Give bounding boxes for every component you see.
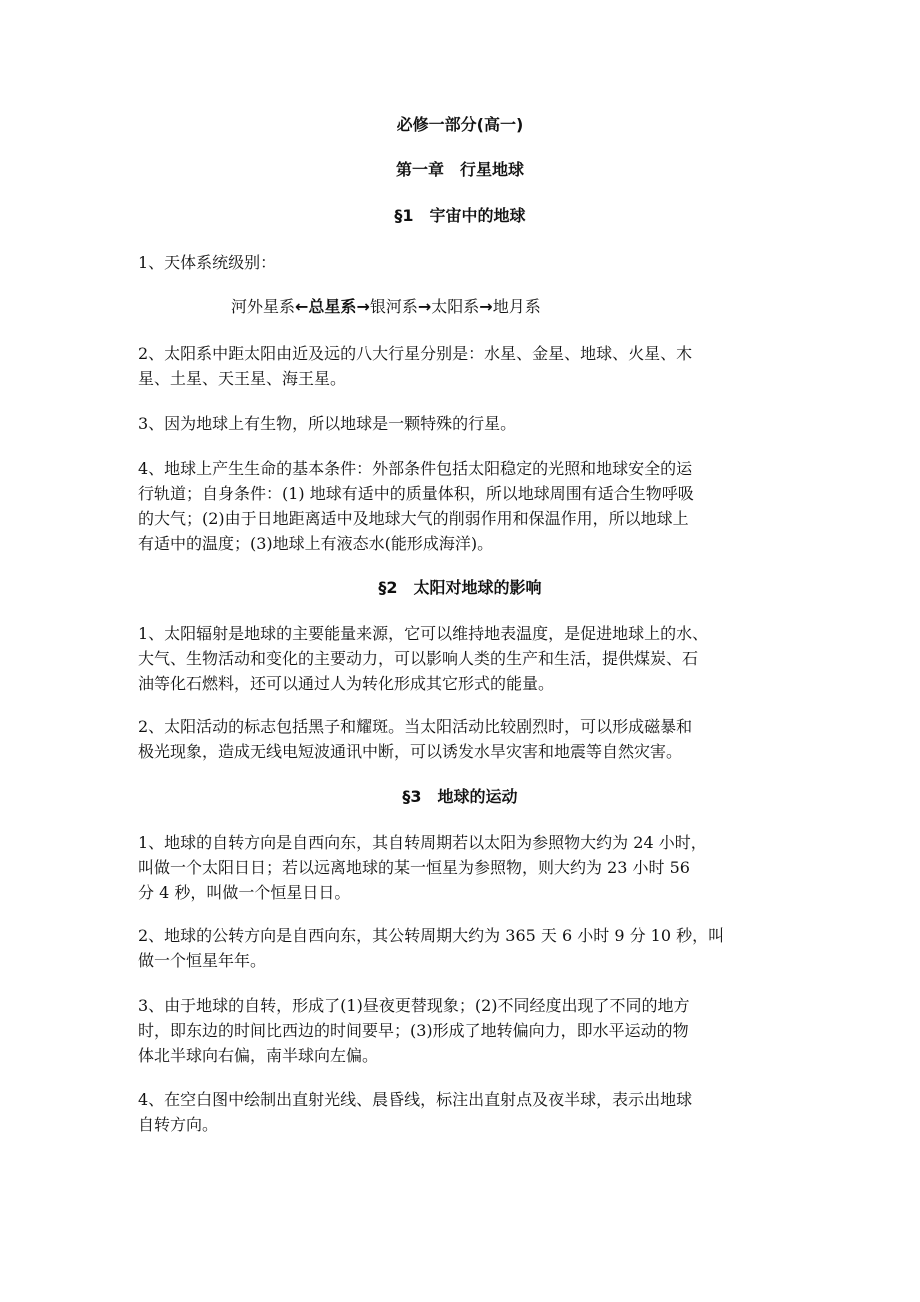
paragraph-line: 1、地球的自转方向是自西向东，其自转周期若以太阳为参照物大约为 24 小时，	[138, 833, 707, 852]
chain-part: 太阳系	[431, 297, 480, 316]
paragraph-line: 3、因为地球上有生物，所以地球是一颗特殊的行星。	[138, 414, 517, 433]
paragraph-line: 行轨道；自身条件：(1) 地球有适中的质量体积，所以地球周围有适合生物呼吸	[138, 484, 694, 503]
paragraph-line: 2、地球的公转方向是自西向东，其公转周期大约为 365 天 6 小时 9 分 10 秒，叫	[138, 926, 725, 945]
paragraph-line: 做一个恒星年年。	[138, 951, 267, 970]
paragraph-line: 叫做一个太阳日日；若以远离地球的某一恒星为参照物，则大约为 23 小时 56	[138, 858, 690, 877]
section1-item2	[138, 341, 786, 391]
section3-item1	[138, 830, 786, 905]
paragraph-line: 有适中的温度；(3)地球上有液态水(能形成海洋)。	[138, 534, 494, 553]
document-title: 必修一部分(高一)	[396, 115, 524, 134]
paragraph-line: 2、太阳系中距太阳由近及远的八大行星分别是：水星、金星、地球、火星、木	[138, 344, 693, 363]
paragraph-line: 自转方向。	[138, 1115, 219, 1134]
paragraph-line: 体北半球向右偏，南半球向左偏。	[138, 1046, 379, 1065]
chain-arrow: →	[479, 297, 493, 316]
section2-item1	[138, 621, 786, 696]
chain-arrow: ←	[295, 297, 309, 316]
section1-item3	[138, 411, 786, 436]
paragraph-line: 4、地球上产生生命的基本条件：外部条件包括太阳稳定的光照和地球安全的运	[138, 459, 693, 478]
paragraph-line: 1、太阳辐射是地球的主要能量来源，它可以维持地表温度，是促进地球上的水、	[138, 624, 709, 643]
section2-item2	[138, 714, 786, 764]
section1-heading: §1 宇宙中的地球	[394, 206, 526, 225]
paragraph-line: 1、天体系统级别：	[138, 253, 277, 272]
section3-item3	[138, 993, 786, 1068]
paragraph-line: 大气、生物活动和变化的主要动力，可以影响人类的生产和生活，提供煤炭、石	[138, 649, 699, 668]
section2-heading: §2 太阳对地球的影响	[378, 578, 542, 597]
paragraph-line: 星、土星、天王星、海王星。	[138, 369, 347, 388]
chain-arrow: →	[417, 297, 432, 316]
paragraph-line: 4、在空白图中绘制出直射光线、晨昏线，标注出直射点及夜半球，表示出地球	[138, 1090, 693, 1109]
section1-item1	[138, 250, 786, 275]
section3-heading: §3 地球的运动	[402, 787, 518, 806]
celestial-system-chain	[231, 296, 541, 318]
chain-part-emphasis: 总星系	[308, 297, 357, 316]
section1-item4	[138, 456, 786, 556]
chain-arrow: →	[356, 297, 370, 316]
paragraph-line: 的大气；(2)由于日地距离适中及地球大气的削弱作用和保温作用，所以地球上	[138, 509, 689, 528]
chain-part: 银河系	[369, 297, 418, 316]
section3-item4	[138, 1087, 786, 1137]
section3-item2	[138, 923, 786, 973]
paragraph-line: 3、由于地球的自转，形成了(1)昼夜更替现象；(2)不同经度出现了不同的地方	[138, 996, 690, 1015]
paragraph-line: 极光现象，造成无线电短波通讯中断，可以诱发水旱灾害和地震等自然灾害。	[138, 742, 683, 761]
chapter-heading: 第一章 行星地球	[395, 160, 524, 179]
paragraph-line: 2、太阳活动的标志包括黑子和耀斑。当太阳活动比较剧烈时，可以形成磁暴和	[138, 717, 693, 736]
chain-part: 河外星系	[231, 297, 296, 316]
paragraph-line: 时，即东边的时间比西边的时间要早；(3)形成了地转偏向力，即水平运动的物	[138, 1021, 689, 1040]
paragraph-line: 分 4 秒，叫做一个恒星日日。	[138, 883, 351, 902]
chain-part: 地月系	[492, 297, 541, 316]
paragraph-line: 油等化石燃料，还可以通过人为转化形成其它形式的能量。	[138, 674, 555, 693]
